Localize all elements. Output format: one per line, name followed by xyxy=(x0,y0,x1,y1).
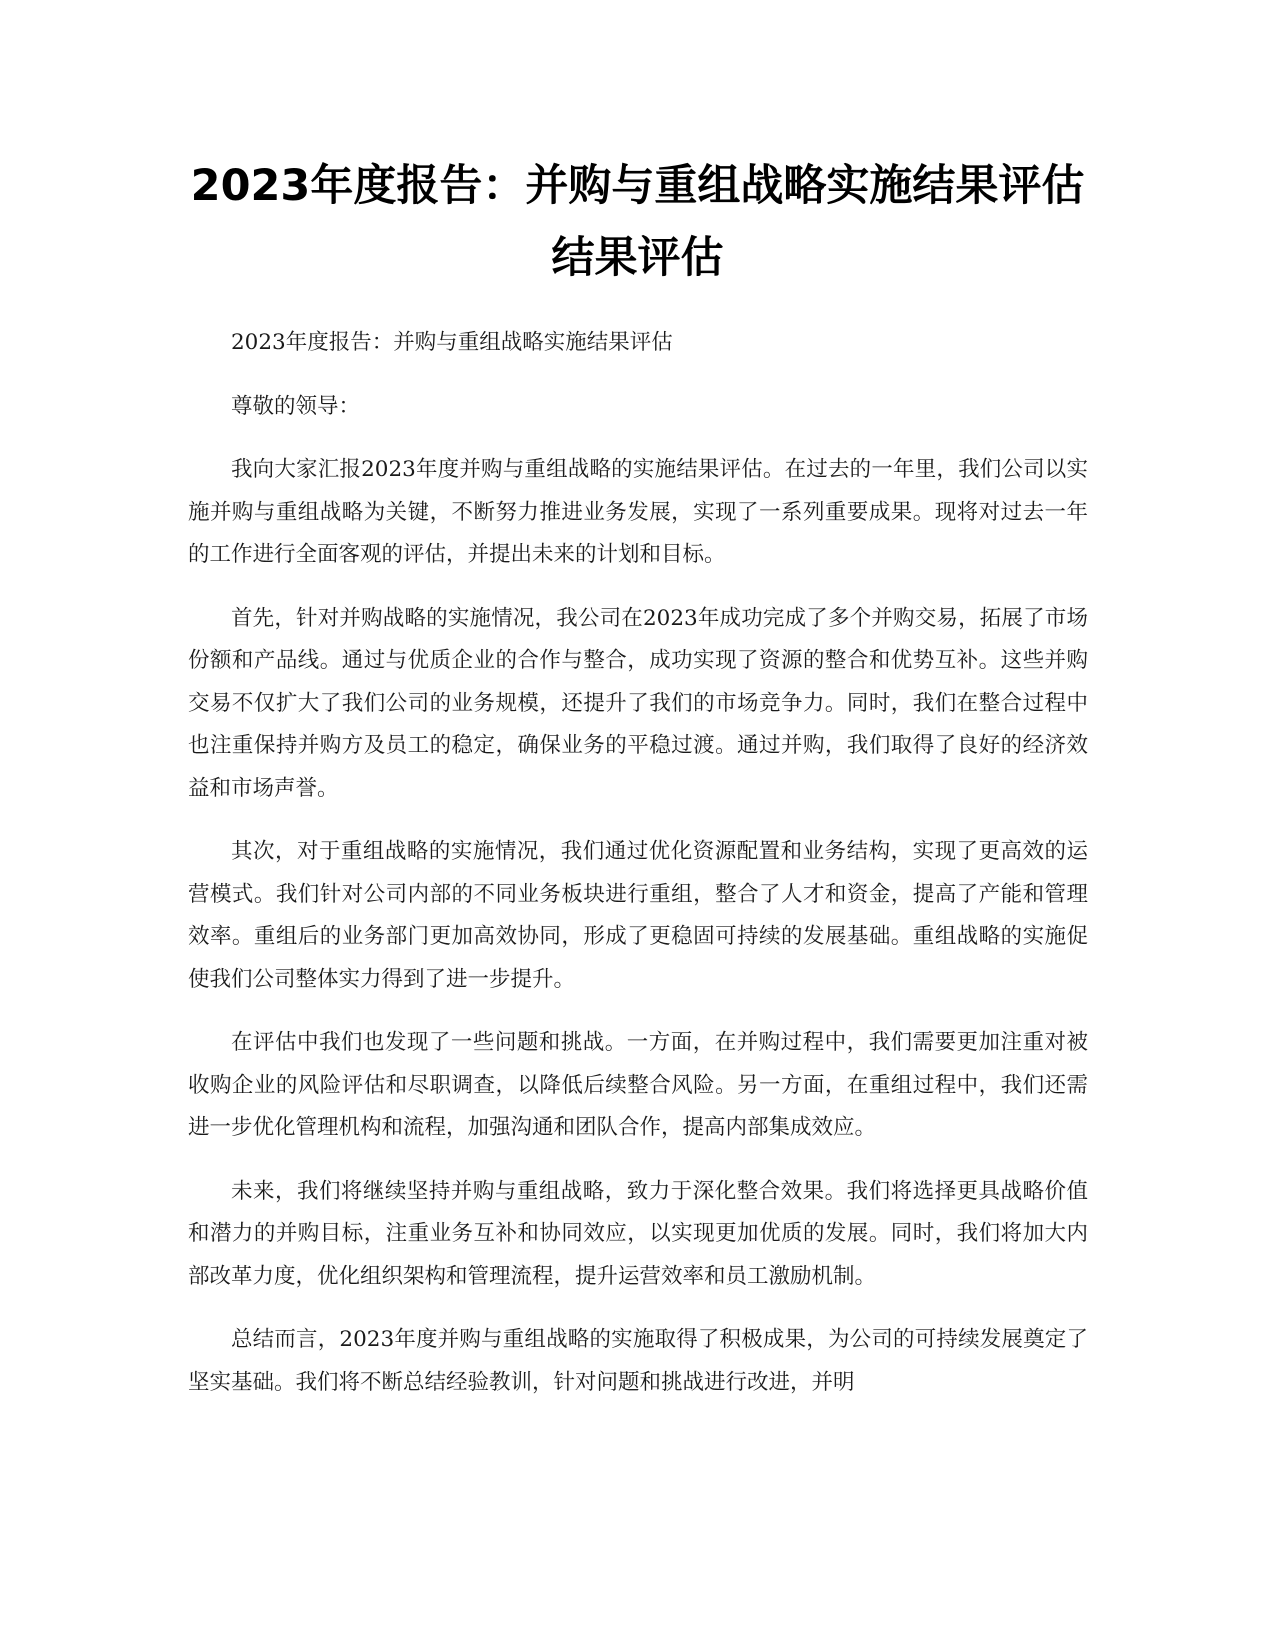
document-body xyxy=(188,322,1088,1425)
document-title: 2023年度报告：并购与重组战略实施结果评估结果评估 xyxy=(190,161,1085,283)
paragraph-intro: 我向大家汇报2023年度并购与重组战略的实施结果评估。在过去的一年里，我们公司以实施并购与重组战略为关键，不断努力推进业务发展，实现了一系列重要成果。现将对过去一年的工作进行全面客观的评估，并提出未来的计划和目标。 xyxy=(188,457,1088,567)
paragraph-summary: 总结而言，2023年度并购与重组战略的实施取得了积极成果，为公司的可持续发展奠定了坚实基础。我们将不断总结经验教训，针对问题和挑战进行改进，并明 xyxy=(188,1327,1088,1395)
paragraph-restructuring: 其次，对于重组战略的实施情况，我们通过优化资源配置和业务结构，实现了更高效的运营模式。我们针对公司内部的不同业务板块进行重组，整合了人才和资金，提高了产能和管理效率。重组后的业务部门更加高效协同，形成了更稳固可持续的发展基础。重组战略的实施促使我们公司整体实力得到了进一步提升。 xyxy=(188,839,1088,992)
paragraph-future: 未来，我们将继续坚持并购与重组战略，致力于深化整合效果。我们将选择更具战略价值和潜力的并购目标，注重业务互补和协同效应，以实现更加优质的发展。同时，我们将加大内部改革力度，优化组织架构和管理流程，提升运营效率和员工激励机制。 xyxy=(188,1178,1088,1289)
paragraph-subtitle: 2023年度报告：并购与重组战略实施结果评估 xyxy=(231,330,673,355)
paragraph-salutation: 尊敬的领导： xyxy=(231,393,361,419)
paragraph-mergers: 首先，针对并购战略的实施情况，我公司在2023年成功完成了多个并购交易，拓展了市场份额和产品线。通过与优质企业的合作与整合，成功实现了资源的整合和优势互补。这些并购交易不仅扩大了我们公司的业务规模，还提升了我们的市场竞争力。同时，我们在整合过程中也注重保持并购方及员工的稳定，确保业务的平稳过渡。通过并购，我们取得了良好的经济效益和市场声誉。 xyxy=(188,605,1088,801)
paragraph-challenges: 在评估中我们也发现了一些问题和挑战。一方面，在并购过程中，我们需要更加注重对被收购企业的风险评估和尽职调查，以降低后续整合风险。另一方面，在重组过程中，我们还需进一步优化管理机构和流程，加强沟通和团队合作，提高内部集成效应。 xyxy=(188,1030,1088,1140)
